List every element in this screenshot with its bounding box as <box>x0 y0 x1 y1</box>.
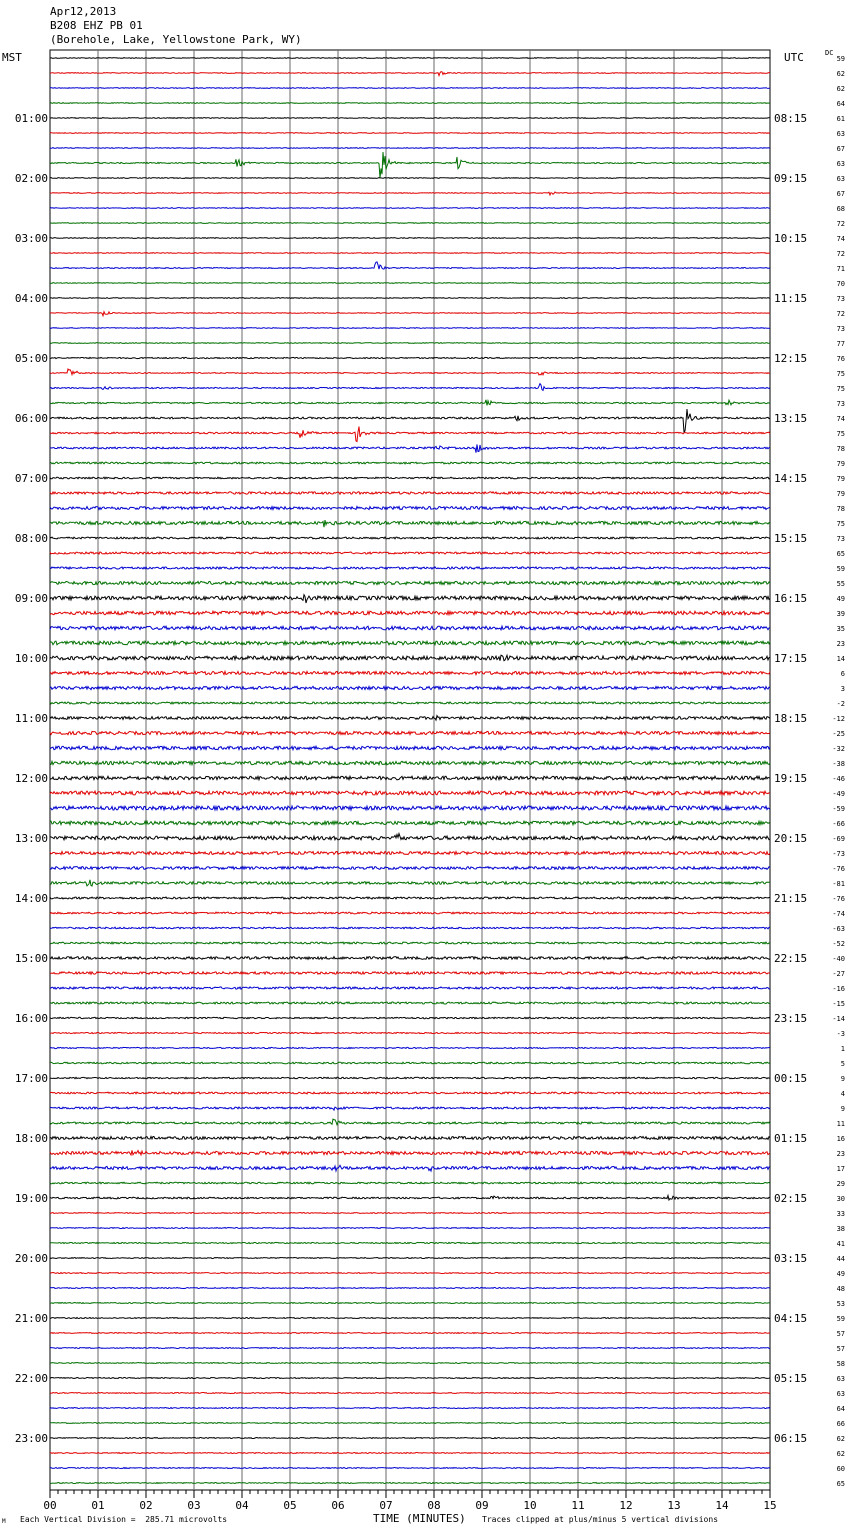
dc-offset-label: 39 <box>836 610 845 618</box>
trace-row <box>50 1182 770 1184</box>
utc-hour-label: 14:15 <box>774 472 808 485</box>
trace-row <box>50 1228 770 1229</box>
trace-row <box>50 1273 770 1274</box>
location-label: (Borehole, Lake, Yellowstone Park, WY) <box>50 33 302 46</box>
dc-offset-label: -52 <box>832 940 845 948</box>
utc-hour-label: 00:15 <box>774 1072 808 1085</box>
trace-row <box>50 283 770 284</box>
x-tick-label: 01 <box>91 1499 105 1512</box>
x-tick-label: 06 <box>331 1499 345 1512</box>
dc-offset-label: -38 <box>832 760 845 768</box>
trace-row <box>50 1258 770 1259</box>
utc-hour-label: 17:15 <box>774 652 808 665</box>
mst-hour-label: 18:00 <box>14 1132 48 1145</box>
trace-row <box>50 834 770 840</box>
dc-offset-label: 5 <box>840 1060 845 1068</box>
utc-hour-label: 22:15 <box>774 952 808 965</box>
trace-row <box>50 716 770 721</box>
trace-row <box>50 1363 770 1364</box>
dc-offset-label: 73 <box>836 400 845 408</box>
x-tick-label: 13 <box>667 1499 681 1512</box>
dc-offset-label: 73 <box>836 325 845 333</box>
dc-offset-label: 62 <box>836 85 845 93</box>
trace-row <box>50 702 770 704</box>
x-tick-label: 02 <box>139 1499 153 1512</box>
trace-row <box>50 987 770 989</box>
dc-offset-label: 41 <box>836 1240 845 1248</box>
trace-row <box>50 1318 770 1319</box>
x-tick-label: 04 <box>235 1499 249 1512</box>
trace-row <box>50 223 770 224</box>
dc-offset-label: 74 <box>836 415 845 423</box>
dc-offset-label: 59 <box>836 565 845 573</box>
trace-row <box>50 208 770 209</box>
utc-hour-label: 09:15 <box>774 172 808 185</box>
mst-hour-label: 09:00 <box>14 592 48 605</box>
utc-hour-label: 16:15 <box>774 592 808 605</box>
trace-row <box>50 427 770 442</box>
x-tick-label: 10 <box>523 1499 537 1512</box>
trace-row <box>50 1348 770 1349</box>
trace-row <box>50 1002 770 1004</box>
dc-offset-label: -25 <box>832 730 845 738</box>
trace-row <box>50 972 770 974</box>
dc-offset-label: 68 <box>836 205 845 213</box>
mst-hour-label: 14:00 <box>14 892 48 905</box>
trace-row <box>50 148 770 149</box>
dc-offset-label: -32 <box>832 745 845 753</box>
x-tick-label: 09 <box>475 1499 489 1512</box>
dc-offset-label: 1 <box>840 1045 845 1053</box>
utc-hour-label: 15:15 <box>774 532 808 545</box>
dc-offset-label: 75 <box>836 520 845 528</box>
division-note: Each Vertical Division = 285.71 microvolts <box>20 1515 228 1524</box>
trace-row <box>50 806 770 810</box>
mst-hour-label: 23:00 <box>14 1432 48 1445</box>
footer-mark: M <box>2 1518 6 1525</box>
trace-row <box>50 1333 770 1334</box>
mst-hour-label: 17:00 <box>14 1072 48 1085</box>
dc-offset-label: -76 <box>832 865 845 873</box>
dc-offset-label: -63 <box>832 925 845 933</box>
mst-hour-label: 19:00 <box>14 1192 48 1205</box>
dc-offset-label: 64 <box>836 100 845 108</box>
dc-offset-label: 29 <box>836 1180 845 1188</box>
trace-row <box>50 1062 770 1064</box>
dc-offset-label: 63 <box>836 130 845 138</box>
dc-offset-label: -12 <box>832 715 845 723</box>
trace-row <box>50 72 770 76</box>
utc-hour-label: 02:15 <box>774 1192 808 1205</box>
utc-label: UTC <box>784 51 804 64</box>
trace-row <box>50 1017 770 1018</box>
mst-hour-label: 08:00 <box>14 532 48 545</box>
dc-offset-label: 62 <box>836 1450 845 1458</box>
x-tick-label: 11 <box>571 1499 585 1512</box>
x-tick-label: 15 <box>763 1499 777 1512</box>
utc-hour-label: 13:15 <box>774 412 808 425</box>
dc-offset-label: 57 <box>836 1330 845 1338</box>
trace-row <box>50 957 770 960</box>
trace-row <box>50 118 770 119</box>
mst-hour-label: 04:00 <box>14 292 48 305</box>
dc-offset-label: 73 <box>836 535 845 543</box>
trace-row <box>50 746 770 749</box>
trace-row <box>50 1453 770 1454</box>
dc-offset-label: -81 <box>832 880 845 888</box>
dc-offset-label: 3 <box>840 685 845 693</box>
trace-row <box>50 927 770 929</box>
dc-offset-label: 17 <box>836 1165 845 1173</box>
dc-offset-label: 67 <box>836 190 845 198</box>
dc-offset-label: 57 <box>836 1345 845 1353</box>
mst-hour-label: 10:00 <box>14 652 48 665</box>
dc-offset-label: 75 <box>836 430 845 438</box>
mst-hour-label: 05:00 <box>14 352 48 365</box>
trace-row <box>50 1032 770 1033</box>
dc-offset-label: 64 <box>836 1405 845 1413</box>
utc-hour-label: 05:15 <box>774 1372 808 1385</box>
mst-hour-label: 15:00 <box>14 952 48 965</box>
dc-offset-label: 11 <box>836 1120 845 1128</box>
dc-offset-label: 62 <box>836 1435 845 1443</box>
dc-offset-label: 67 <box>836 145 845 153</box>
dc-offset-label: -73 <box>832 850 845 858</box>
dc-offset-label: 35 <box>836 625 845 633</box>
trace-row <box>50 671 770 674</box>
x-tick-label: 08 <box>427 1499 441 1512</box>
trace-row <box>50 1483 770 1484</box>
trace-row <box>50 1242 770 1243</box>
trace-row <box>50 384 770 391</box>
trace-row <box>50 192 770 195</box>
trace-row <box>50 897 770 899</box>
dc-offset-label: 9 <box>840 1105 845 1113</box>
trace-row <box>50 1393 770 1394</box>
trace-row <box>50 867 770 870</box>
dc-offset-label: 72 <box>836 220 845 228</box>
x-tick-label: 07 <box>379 1499 393 1512</box>
dc-offset-label: 55 <box>836 580 845 588</box>
dc-offset-label: 72 <box>836 250 845 258</box>
trace-row <box>50 912 770 914</box>
mst-hour-label: 07:00 <box>14 472 48 485</box>
utc-hour-label: 03:15 <box>774 1252 808 1265</box>
trace-row <box>50 400 770 406</box>
dc-offset-label: -76 <box>832 895 845 903</box>
utc-hour-label: 21:15 <box>774 892 808 905</box>
dc-offset-label: 78 <box>836 445 845 453</box>
trace-row <box>50 262 770 269</box>
utc-hour-label: 18:15 <box>774 712 808 725</box>
trace-row <box>50 1165 770 1171</box>
date-label: Apr12,2013 <box>50 5 117 18</box>
trace-row <box>50 1378 770 1379</box>
trace-row <box>50 507 770 510</box>
trace-row <box>50 776 770 780</box>
trace-row <box>50 731 770 734</box>
mst-hour-label: 21:00 <box>14 1312 48 1325</box>
x-tick-label: 00 <box>43 1499 57 1512</box>
utc-hour-label: 12:15 <box>774 352 808 365</box>
dc-offset-label: 6 <box>840 670 845 678</box>
dc-offset-label: 73 <box>836 295 845 303</box>
trace-row <box>50 626 770 630</box>
dc-offset-label: 63 <box>836 175 845 183</box>
trace-row <box>50 1423 770 1424</box>
mst-hour-label: 13:00 <box>14 832 48 845</box>
trace-row <box>50 1288 770 1289</box>
trace-row <box>50 567 770 569</box>
mst-hour-label: 16:00 <box>14 1012 48 1025</box>
mst-hour-label: 06:00 <box>14 412 48 425</box>
dc-offset-label: 71 <box>836 265 845 273</box>
dc-offset-label: 59 <box>836 1315 845 1323</box>
trace-row <box>50 369 770 375</box>
x-axis-label: TIME (MINUTES) <box>373 1512 466 1525</box>
trace-row <box>50 298 770 299</box>
mst-hour-label: 02:00 <box>14 172 48 185</box>
x-tick-label: 03 <box>187 1499 201 1512</box>
dc-offset-label: -27 <box>832 970 845 978</box>
dc-offset-label: -16 <box>832 985 845 993</box>
dc-offset-label: 70 <box>836 280 845 288</box>
trace-row <box>50 178 770 179</box>
trace-row <box>50 492 770 494</box>
dc-offset-label: 78 <box>836 505 845 513</box>
dc-offset-label: 23 <box>836 640 845 648</box>
dc-offset-label: 66 <box>836 1420 845 1428</box>
dc-offset-label: -59 <box>832 805 845 813</box>
dc-offset-label: 79 <box>836 460 845 468</box>
trace-row <box>50 641 770 645</box>
utc-hour-label: 06:15 <box>774 1432 808 1445</box>
mst-hour-label: 20:00 <box>14 1252 48 1265</box>
trace-row <box>50 133 770 134</box>
mst-hour-label: 22:00 <box>14 1372 48 1385</box>
trace-row <box>50 611 770 615</box>
utc-hour-label: 01:15 <box>774 1132 808 1145</box>
dc-offset-label: -14 <box>832 1015 845 1023</box>
trace-row <box>50 1107 770 1110</box>
trace-row <box>50 520 770 527</box>
mst-hour-label: 11:00 <box>14 712 48 725</box>
utc-hour-label: 11:15 <box>774 292 808 305</box>
trace-row <box>50 1213 770 1214</box>
utc-hour-label: 19:15 <box>774 772 808 785</box>
trace-row <box>50 103 770 104</box>
dc-offset-label: 76 <box>836 355 845 363</box>
x-tick-label: 05 <box>283 1499 297 1512</box>
clip-note: Traces clipped at plus/minus 5 vertical divisions <box>482 1515 719 1524</box>
dc-offset-label: 33 <box>836 1210 845 1218</box>
trace-row <box>50 477 770 479</box>
dc-label: DC <box>825 49 834 57</box>
utc-hour-label: 08:15 <box>774 112 808 125</box>
trace-row <box>50 312 770 316</box>
dc-offset-label: 44 <box>836 1255 845 1263</box>
dc-offset-label: 59 <box>836 55 845 63</box>
trace-row <box>50 1303 770 1304</box>
dc-offset-label: 9 <box>840 1075 845 1083</box>
x-tick-label: 12 <box>619 1499 633 1512</box>
trace-row <box>50 1047 770 1048</box>
dc-offset-label: -40 <box>832 955 845 963</box>
trace-row <box>50 238 770 239</box>
trace-row <box>50 444 770 452</box>
trace-row <box>50 357 770 358</box>
trace-row <box>50 1408 770 1409</box>
dc-offset-label: 63 <box>836 160 845 168</box>
trace-row <box>50 328 770 329</box>
trace-row <box>50 1150 770 1155</box>
dc-offset-label: 58 <box>836 1360 845 1368</box>
trace-row <box>50 581 770 584</box>
dc-offset-label: 65 <box>836 1480 845 1488</box>
dc-offset-label: -66 <box>832 820 845 828</box>
dc-offset-label: 63 <box>836 1375 845 1383</box>
utc-hour-label: 04:15 <box>774 1312 808 1325</box>
trace-row <box>50 537 770 539</box>
dc-offset-label: -69 <box>832 835 845 843</box>
dc-offset-label: 53 <box>836 1300 845 1308</box>
trace-row <box>50 821 770 825</box>
trace-row <box>50 88 770 89</box>
trace-row <box>50 880 770 886</box>
trace-row <box>50 942 770 944</box>
dc-offset-label: 72 <box>836 310 845 318</box>
dc-offset-label: 16 <box>836 1135 845 1143</box>
utc-hour-label: 10:15 <box>774 232 808 245</box>
dc-offset-label: -49 <box>832 790 845 798</box>
dc-offset-label: 60 <box>836 1465 845 1473</box>
trace-row <box>50 1119 770 1125</box>
dc-offset-label: -46 <box>832 775 845 783</box>
dc-offset-label: -15 <box>832 1000 845 1008</box>
x-tick-label: 14 <box>715 1499 729 1512</box>
utc-hour-label: 23:15 <box>774 1012 808 1025</box>
dc-offset-label: 49 <box>836 595 845 603</box>
dc-offset-label: -3 <box>836 1030 845 1038</box>
trace-row <box>50 1077 770 1078</box>
dc-offset-label: 62 <box>836 70 845 78</box>
trace-row <box>50 253 770 254</box>
trace-row <box>50 791 770 795</box>
trace-row <box>50 852 770 855</box>
dc-offset-label: 79 <box>836 490 845 498</box>
trace-row <box>50 761 770 764</box>
trace-row <box>50 1468 770 1469</box>
trace-row <box>50 343 770 344</box>
dc-offset-label: 65 <box>836 550 845 558</box>
trace-row <box>50 58 770 59</box>
trace-row <box>50 655 770 661</box>
trace-row <box>50 595 770 603</box>
dc-offset-label: 61 <box>836 115 845 123</box>
trace-row <box>50 1137 770 1140</box>
mst-hour-label: 01:00 <box>14 112 48 125</box>
trace-row <box>50 462 770 464</box>
dc-offset-label: 23 <box>836 1150 845 1158</box>
dc-offset-label: 48 <box>836 1285 845 1293</box>
dc-offset-label: 49 <box>836 1270 845 1278</box>
dc-offset-label: 75 <box>836 385 845 393</box>
mst-hour-label: 03:00 <box>14 232 48 245</box>
trace-row <box>50 409 770 432</box>
dc-offset-label: 75 <box>836 370 845 378</box>
dc-offset-label: 14 <box>836 655 845 663</box>
utc-hour-label: 20:15 <box>774 832 808 845</box>
dc-offset-label: 4 <box>840 1090 845 1098</box>
station-label: B208 EHZ PB 01 <box>50 19 143 32</box>
trace-row <box>50 1438 770 1439</box>
dc-offset-label: 74 <box>836 235 845 243</box>
trace-row <box>50 1092 770 1094</box>
dc-offset-label: 79 <box>836 475 845 483</box>
dc-offset-label: -2 <box>836 700 845 708</box>
dc-offset-label: 38 <box>836 1225 845 1233</box>
trace-row <box>50 152 770 178</box>
dc-offset-label: -74 <box>832 910 845 918</box>
trace-row <box>50 686 770 689</box>
trace-row <box>50 1196 770 1201</box>
dc-offset-label: 63 <box>836 1390 845 1398</box>
plot-frame <box>50 50 770 1490</box>
trace-row <box>50 552 770 554</box>
mst-hour-label: 12:00 <box>14 772 48 785</box>
mst-label: MST <box>2 51 22 64</box>
dc-offset-label: 77 <box>836 340 845 348</box>
dc-offset-label: 30 <box>836 1195 845 1203</box>
